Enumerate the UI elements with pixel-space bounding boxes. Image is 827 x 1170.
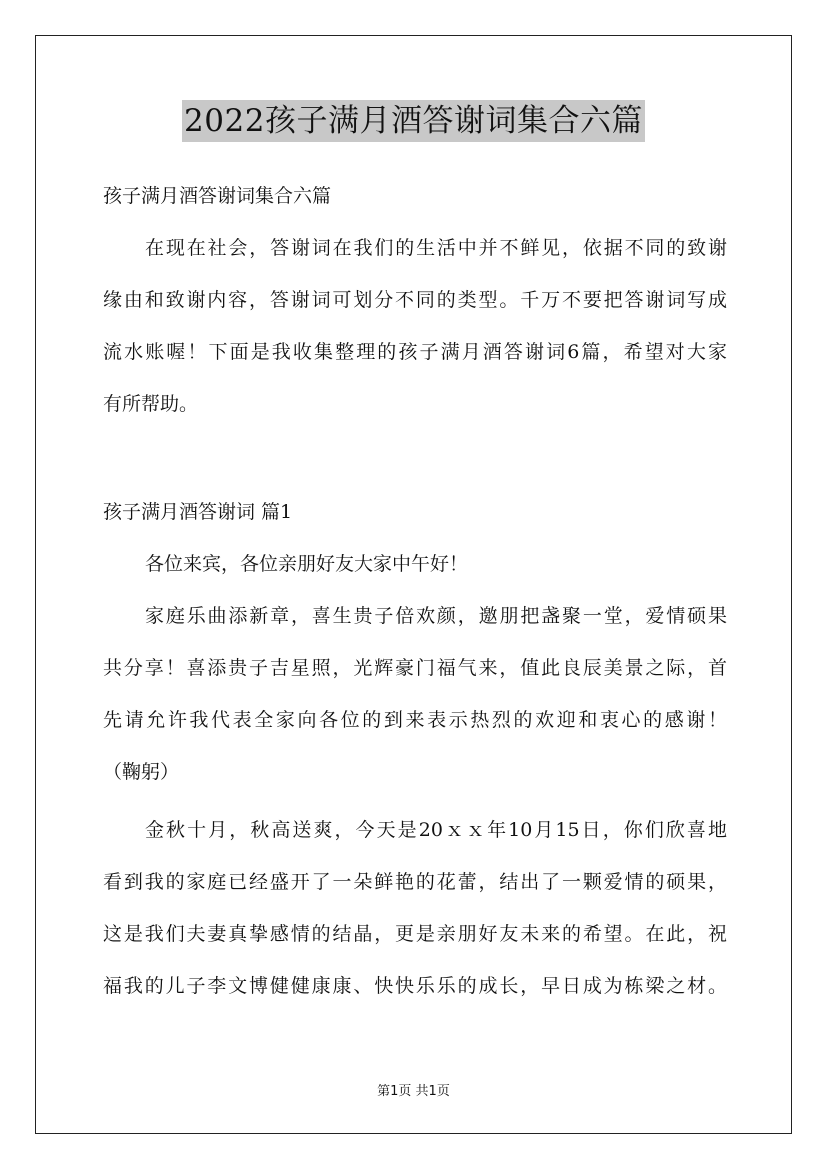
- document-title: 2022孩子满月酒答谢词集合六篇: [182, 100, 645, 142]
- paragraph2-line-3: 这是我们夫妻真挚感情的结晶，更是亲朋好友未来的希望。在此，祝: [103, 923, 727, 945]
- greeting-line: 各位来宾，各位亲朋好友大家中午好！: [145, 553, 469, 575]
- paragraph1-line-1: 家庭乐曲添新章，喜生贵子倍欢颜，邀朋把盏聚一堂，爱情硕果: [145, 605, 727, 627]
- paragraph1-line-3: 先请允许我代表全家向各位的到来表示热烈的欢迎和衷心的感谢！: [103, 709, 727, 731]
- intro-line-3: 流水账喔！下面是我收集整理的孩子满月酒答谢词6篇，希望对大家: [103, 341, 727, 363]
- document-subtitle: 孩子满月酒答谢词集合六篇: [103, 185, 332, 207]
- paragraph1-line-2: 共分享！喜添贵子吉星照，光辉豪门福气来，值此良辰美景之际，首: [103, 657, 727, 679]
- paragraph1-line-4: （鞠躬）: [103, 761, 180, 783]
- intro-line-4: 有所帮助。: [103, 393, 199, 415]
- title-container: [0, 100, 827, 142]
- paragraph2-line-2: 看到我的家庭已经盛开了一朵鲜艳的花蕾，结出了一颗爱情的硕果，: [103, 871, 727, 893]
- section-heading: 孩子满月酒答谢词 篇1: [103, 501, 293, 523]
- intro-line-1: 在现在社会，答谢词在我们的生活中并不鲜见，依据不同的致谢: [145, 237, 727, 259]
- page-footer: 第1页 共1页: [377, 1084, 450, 1099]
- paragraph2-line-1: 金秋十月，秋高送爽，今天是20ｘｘ年10月15日，你们欣喜地: [145, 819, 727, 841]
- paragraph2-line-4: 福我的儿子李文博健健康康、快快乐乐的成长，早日成为栋梁之材。: [103, 975, 727, 997]
- section-spacer: [103, 430, 727, 486]
- document-body: [103, 170, 727, 1012]
- intro-line-2: 缘由和致谢内容，答谢词可划分不同的类型。千万不要把答谢词写成: [103, 289, 727, 311]
